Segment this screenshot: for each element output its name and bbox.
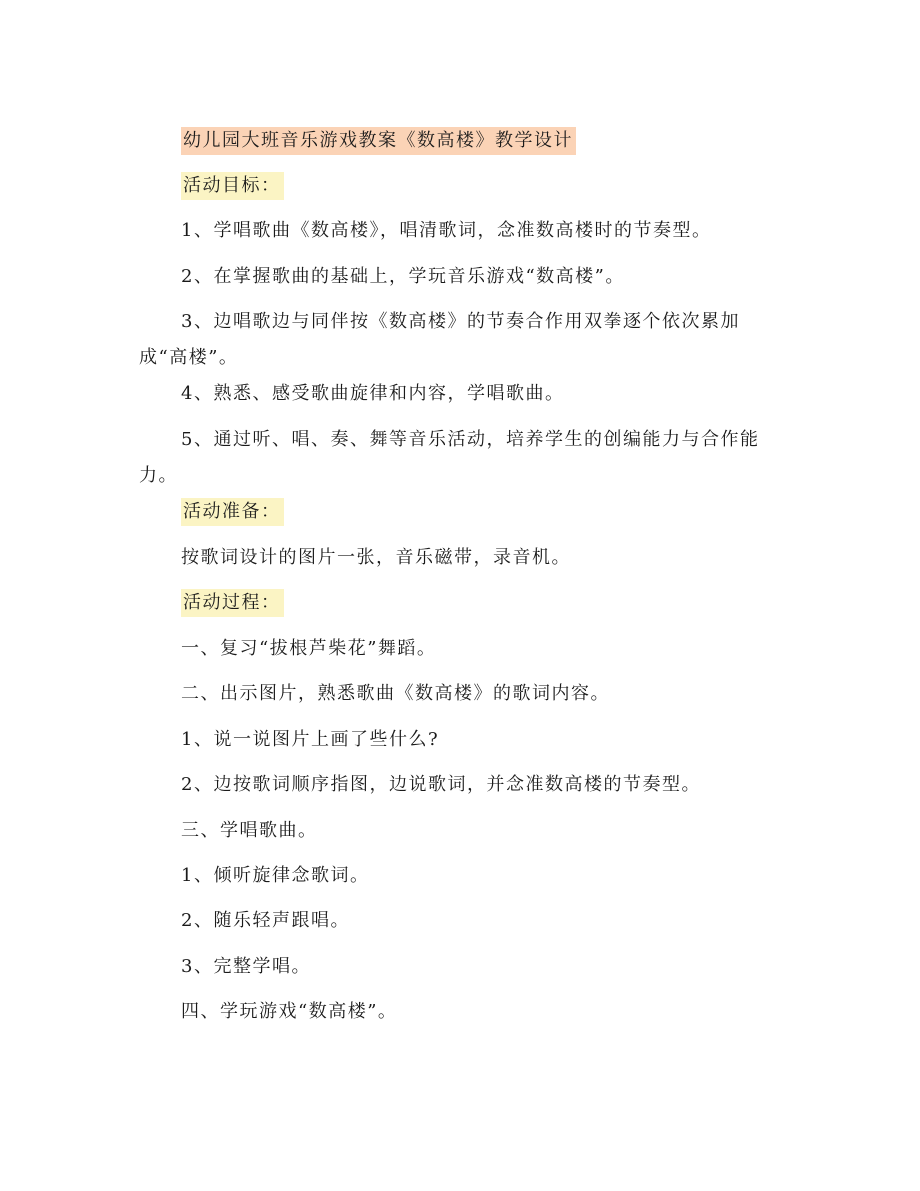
goals-heading-line xyxy=(139,168,789,204)
goal-item-2: 2、在掌握歌曲的基础上，学玩音乐游戏“数高楼”。 xyxy=(181,266,625,287)
goal-item-1: 1、学唱歌曲《数高楼》，唱清歌词，念准数高楼时的节奏型。 xyxy=(181,220,712,241)
prep-heading-line xyxy=(139,494,789,530)
process-item-3: 1、说一说图片上画了些什么? xyxy=(181,729,440,750)
section-heading-prep: 活动准备： xyxy=(181,498,284,526)
prep-text: 按歌词设计的图片一张，音乐磁带，录音机。 xyxy=(181,547,571,568)
section-heading-goals: 活动目标： xyxy=(181,172,284,200)
process-item-2: 二、出示图片，熟悉歌曲《数高楼》的歌词内容。 xyxy=(181,683,610,704)
goal-item-3: 3、边唱歌边与同伴按《数高楼》的节奏合作用双拳逐个依次累加成“高楼”。 xyxy=(139,311,740,368)
process-item-7: 2、随乐轻声跟唱。 xyxy=(181,910,350,931)
goal-item-5: 5、通过听、唱、奏、舞等音乐活动，培养学生的创编能力与合作能力。 xyxy=(139,429,760,486)
process-item-1: 一、复习“拔根芦柴花”舞蹈。 xyxy=(181,638,437,659)
process-item-6: 1、倾听旋律念歌词。 xyxy=(181,865,370,886)
title-line xyxy=(139,123,789,159)
process-heading-line xyxy=(139,585,789,621)
document-title: 幼儿园大班音乐游戏教案《数高楼》教学设计 xyxy=(181,127,576,155)
process-item-4: 2、边按歌词顺序指图，边说歌词，并念准数高楼的节奏型。 xyxy=(181,774,701,795)
goal-item-4: 4、熟悉、感受歌曲旋律和内容，学唱歌曲。 xyxy=(181,383,565,404)
process-item-8: 3、完整学唱。 xyxy=(181,956,311,977)
process-item-9: 四、学玩游戏“数高楼”。 xyxy=(181,1001,398,1022)
process-item-5: 三、学唱歌曲。 xyxy=(181,820,318,841)
section-heading-process: 活动过程： xyxy=(181,589,284,617)
